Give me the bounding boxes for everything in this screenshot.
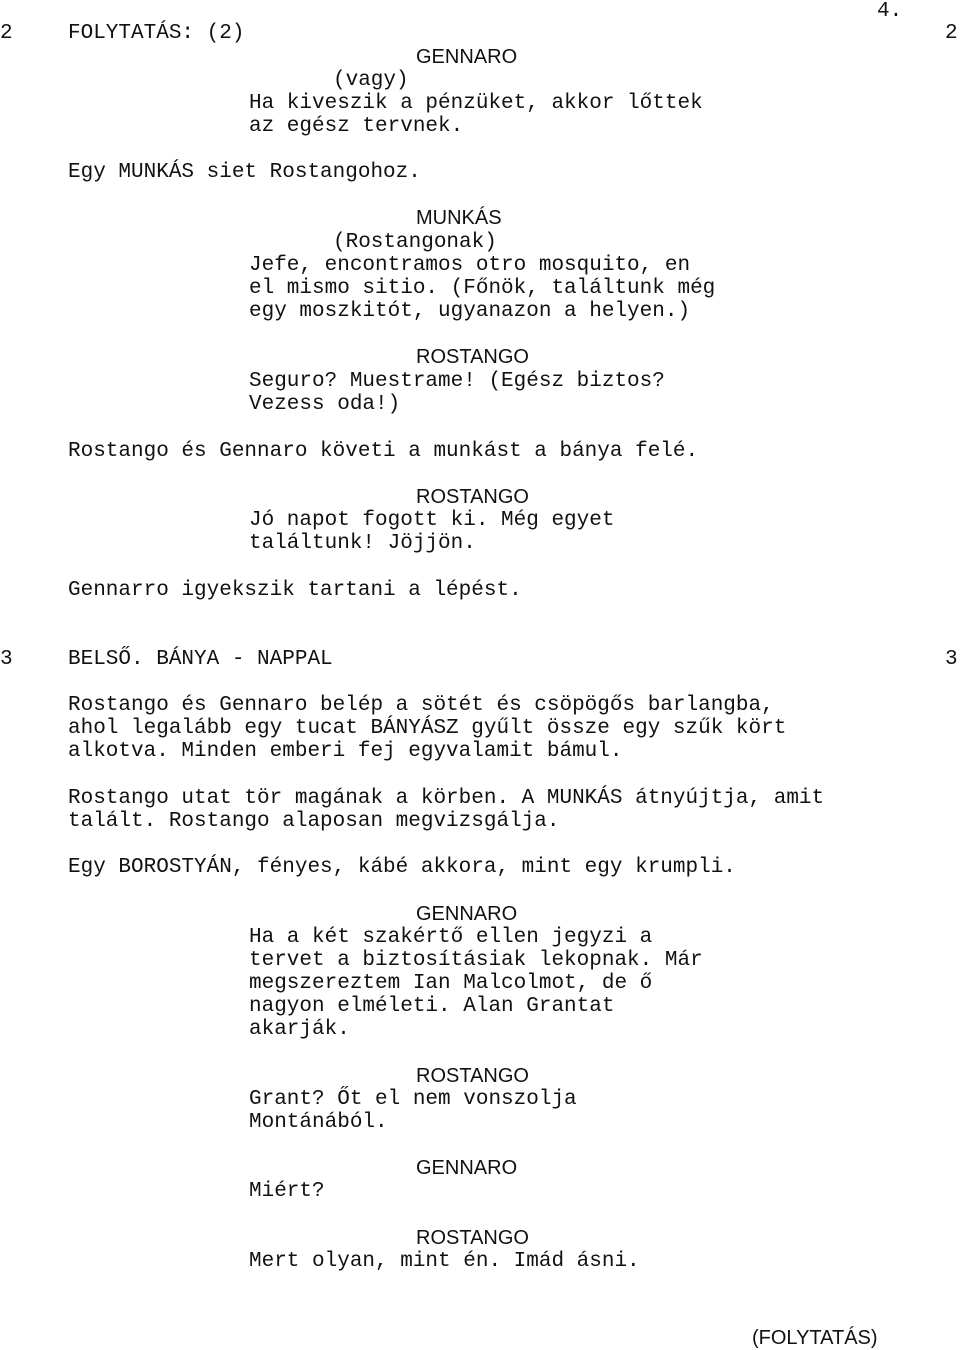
continued-footer: (FOLYTATÁS) bbox=[752, 1327, 878, 1349]
dialogue-line: Montánából. bbox=[249, 1111, 388, 1134]
action-line: ahol legalább egy tucat BÁNYÁSZ gyűlt össze egy szűk kört bbox=[68, 717, 787, 740]
character-name: ROSTANGO bbox=[416, 346, 529, 368]
dialogue-line: Ha kiveszik a pénzüket, akkor lőttek bbox=[249, 92, 703, 115]
dialogue-line: Seguro? Muestrame! (Egész biztos? bbox=[249, 370, 665, 393]
dialogue-line: Jefe, encontramos otro mosquito, en bbox=[249, 254, 691, 277]
action-line: Rostango utat tör magának a körben. A MUNKÁS átnyújtja, amit bbox=[68, 787, 825, 810]
scene-number-left: 3 bbox=[0, 648, 13, 671]
character-name: ROSTANGO bbox=[416, 486, 529, 508]
character-name: ROSTANGO bbox=[416, 1065, 529, 1087]
dialogue-line: akarják. bbox=[249, 1018, 350, 1041]
dialogue-line: Mert olyan, mint én. Imád ásni. bbox=[249, 1250, 640, 1273]
character-name: MUNKÁS bbox=[416, 207, 502, 229]
dialogue-line: Jó napot fogott ki. Még egyet bbox=[249, 509, 615, 532]
dialogue-line: Ha a két szakértő ellen jegyzi a bbox=[249, 926, 653, 949]
action-line: Rostango és Gennaro követi a munkást a bánya felé. bbox=[68, 440, 699, 463]
dialogue-line: Miért? bbox=[249, 1180, 325, 1203]
dialogue-line: egy moszkitót, ugyanazon a helyen.) bbox=[249, 300, 691, 323]
dialogue-line: találtunk! Jöjjön. bbox=[249, 532, 476, 555]
action-line: Gennarro igyekszik tartani a lépést. bbox=[68, 579, 522, 602]
scene-number-left: 2 bbox=[0, 22, 13, 45]
action-line: Egy MUNKÁS siet Rostangohoz. bbox=[68, 161, 421, 184]
action-line: Egy BOROSTYÁN, fényes, kábé akkora, mint egy krumpli. bbox=[68, 856, 736, 879]
scene-heading: BELSŐ. BÁNYA - NAPPAL bbox=[68, 648, 333, 671]
dialogue-line: megszereztem Ian Malcolmot, de ő bbox=[249, 972, 653, 995]
dialogue-line: el mismo sitio. (Főnök, találtunk még bbox=[249, 277, 716, 300]
action-line: talált. Rostango alaposan megvizsgálja. bbox=[68, 810, 560, 833]
scene-heading: FOLYTATÁS: (2) bbox=[68, 22, 245, 45]
action-line: Rostango és Gennaro belép a sötét és csöpögős barlangba, bbox=[68, 694, 774, 717]
character-name: GENNARO bbox=[416, 903, 518, 925]
dialogue-line: tervet a biztosításiak lekopnak. Már bbox=[249, 949, 703, 972]
dialogue-line: nagyon elméleti. Alan Grantat bbox=[249, 995, 615, 1018]
dialogue-line: Vezess oda!) bbox=[249, 393, 401, 416]
parenthetical: (Rostangonak) bbox=[333, 231, 497, 254]
action-line: alkotva. Minden emberi fej egyvalamit bámul. bbox=[68, 740, 623, 763]
dialogue-line: Grant? Őt el nem vonszolja bbox=[249, 1088, 577, 1111]
character-name: ROSTANGO bbox=[416, 1227, 529, 1249]
scene-number-right: 3 bbox=[945, 648, 958, 671]
character-name: GENNARO bbox=[416, 46, 518, 68]
scene-number-right: 2 bbox=[945, 22, 958, 45]
dialogue-line: az egész tervnek. bbox=[249, 115, 464, 138]
page-number: 4. bbox=[877, 0, 903, 23]
character-name: GENNARO bbox=[416, 1157, 518, 1179]
parenthetical: (vagy) bbox=[333, 69, 409, 92]
